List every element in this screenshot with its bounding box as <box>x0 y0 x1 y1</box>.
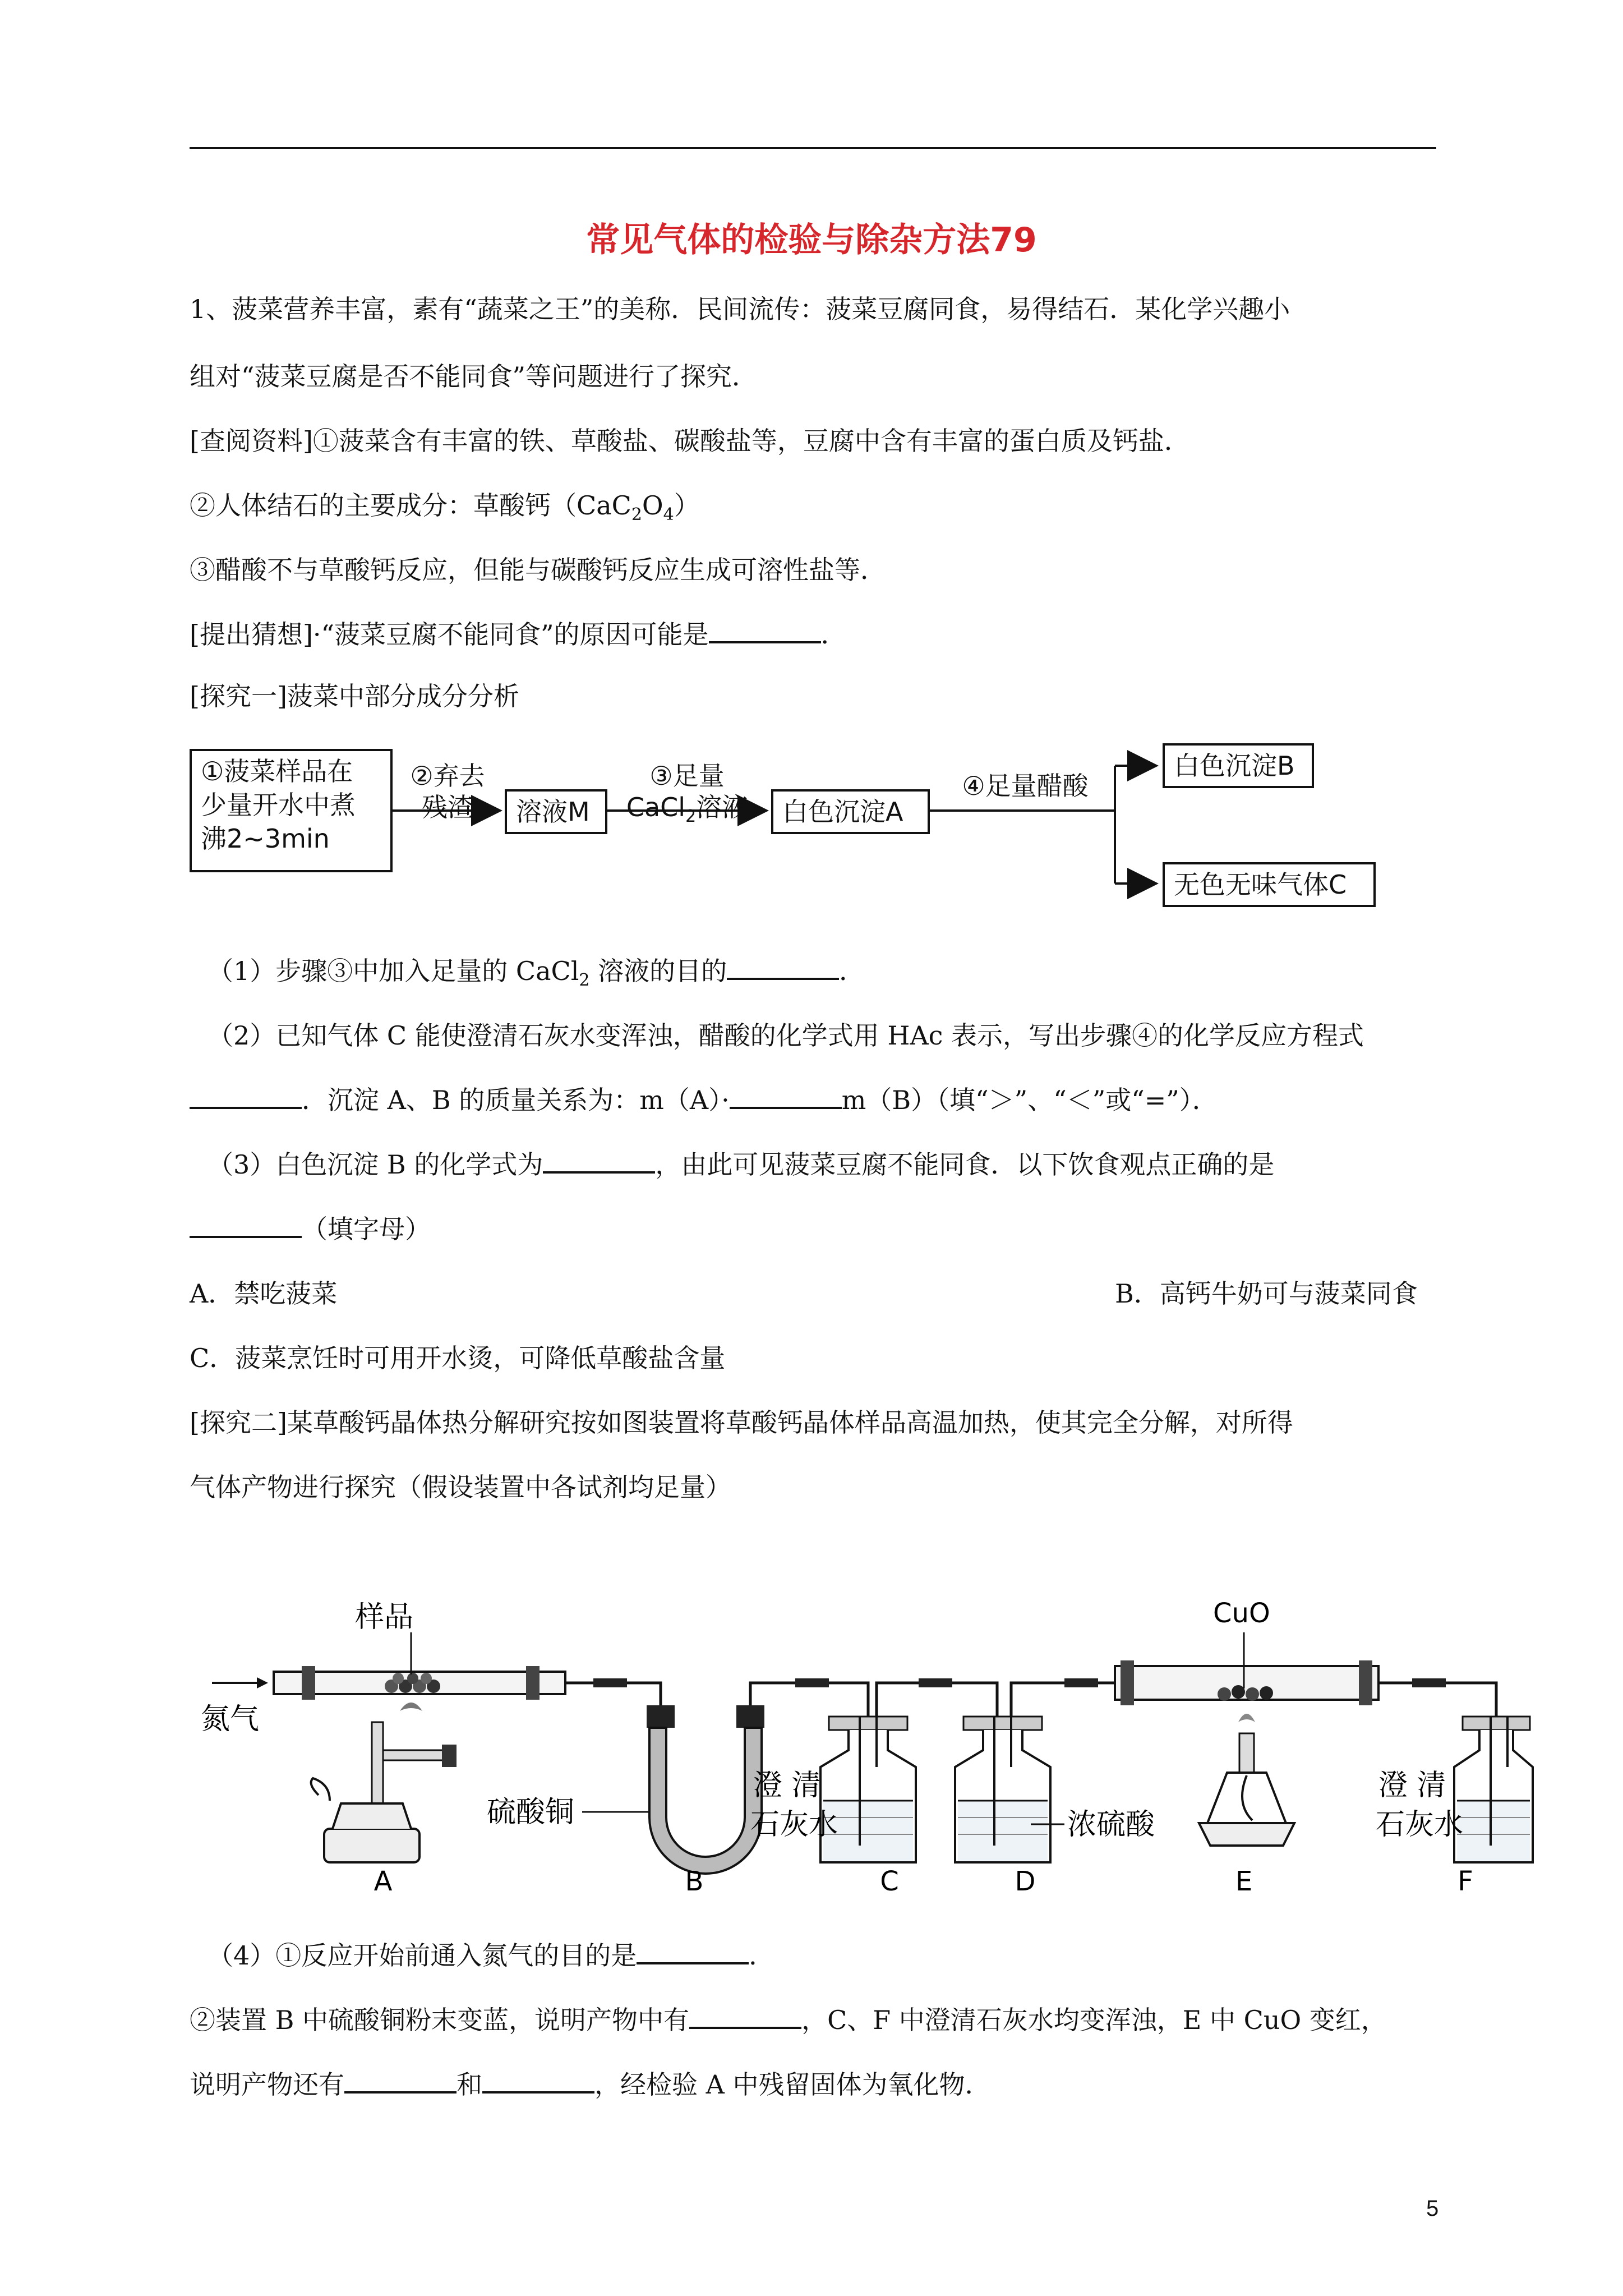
reference-line2: ②人体结石的主要成分：草酸钙$(CaC_2O_4)$ <box>190 490 700 525</box>
flow-box-precipitate-a: 白色沉淀A <box>771 789 930 834</box>
reference-line1: [查阅资料]①菠菜含有丰富的铁、草酸盐、碳酸盐等，豆腐中含有丰富的蛋白质及钙盐． <box>190 426 1190 456</box>
limewater-c-label-1: 澄 清 <box>753 1769 821 1802</box>
nitrogen-label: 氮气 <box>201 1703 260 1736</box>
apparatus-diagram <box>190 1582 1536 1896</box>
answer-blank[interactable] <box>689 2004 801 2029</box>
device-label-e: E <box>1235 1866 1253 1896</box>
answer-blank[interactable] <box>482 2069 594 2093</box>
answer-blank[interactable] <box>637 1940 749 1964</box>
device-label-a: A <box>374 1866 393 1896</box>
option-a: A．禁吃菠菜 <box>190 1278 338 1309</box>
cuo-label: CuO <box>1213 1598 1270 1629</box>
flow-box-gas-c: 无色无味气体C <box>1163 862 1376 907</box>
subq3-line1: （3）白色沉淀 B 的化学式为 ，由此可见菠菜豆腐不能同食．以下饮食观点正确的是 <box>208 1149 1275 1180</box>
answer-blank[interactable] <box>190 1213 302 1238</box>
device-label-d: D <box>1015 1866 1036 1896</box>
flow-step4-label: ④足量醋酸 <box>962 771 1089 801</box>
q1-intro-line1: 1、菠菜营养丰富，素有“蔬菜之王”的美称．民间流传：菠菜豆腐同食，易得结石．某化学兴趣小 <box>190 294 1290 324</box>
explore2-line1: [探究二]某草酸钙晶体热分解研究按如图装置将草酸钙晶体样品高温加热，使其完全分解，对所得 <box>190 1407 1293 1438</box>
limewater-c-label-2: 石灰水 <box>750 1808 838 1842</box>
flow-box-precipitate-b: 白色沉淀B <box>1163 743 1314 788</box>
flow-box-sample: ①菠菜样品在 少量开水中煮 沸2~3min <box>190 749 393 872</box>
option-b: B．高钙牛奶可与菠菜同食 <box>1115 1278 1418 1309</box>
burner-base <box>324 1829 419 1862</box>
answer-blank[interactable] <box>190 1084 302 1109</box>
answer-blank[interactable] <box>709 619 821 643</box>
explore1-heading: [探究一]菠菜中部分成分分析 <box>190 681 519 711</box>
sample-label: 样品 <box>355 1600 414 1634</box>
option-c: C．菠菜烹饪时可用开水烫，可降低草酸盐含量 <box>190 1343 726 1373</box>
limewater-f-label-1: 澄 清 <box>1378 1769 1446 1802</box>
flowchart <box>190 743 1436 945</box>
subq4-line3: 说明产物还有 和 ，经检验 A 中残留固体为氧化物． <box>190 2069 991 2100</box>
subq4-line1: （4）①反应开始前通入氮气的目的是 ． <box>208 1940 775 1971</box>
answer-blank[interactable] <box>727 955 839 980</box>
page-number: 5 <box>1426 2196 1439 2221</box>
answer-blank[interactable] <box>543 1149 655 1174</box>
answer-blank[interactable] <box>344 2069 457 2093</box>
explore2-line2: 气体产物进行探究（假设装置中各试剂均足量） <box>190 1472 731 1502</box>
device-label-f: F <box>1458 1866 1473 1896</box>
subq2-line2: ．沉淀 A、B 的质量关系为：m（A）· m（B）（填“＞”、“＜”或“=”）． <box>190 1083 1436 1117</box>
u-tube-b <box>649 1728 762 1874</box>
device-label-c: C <box>880 1866 899 1896</box>
limewater-f-label-2: 石灰水 <box>1376 1808 1464 1842</box>
cuso4-label: 硫酸铜 <box>487 1796 575 1829</box>
stopper-a-right <box>526 1666 540 1700</box>
q1-intro-line2: 组对“菠菜豆腐是否不能同食”等问题进行了探究． <box>190 361 758 392</box>
subq4-line2: ②装置 B 中硫酸铜粉末变蓝，说明产物中有 ，C、F 中澄清石灰水均变浑浊，E 中 CuO 变红， <box>190 2005 1387 2035</box>
flow-step2-label: ②弃去 残渣 <box>410 761 485 822</box>
answer-blank[interactable] <box>730 1084 842 1109</box>
reference-line3: ③醋酸不与草酸钙反应，但能与碳酸钙反应生成可溶性盐等． <box>190 555 886 585</box>
lamp-e <box>1207 1773 1286 1823</box>
stopper-b-right <box>736 1705 764 1728</box>
stopper-b-left <box>647 1705 675 1728</box>
subq3-line2: （填字母） <box>190 1212 1436 1246</box>
apparatus-svg <box>190 1582 1536 1896</box>
flow-step3-label: ③足量 CaCl$_2$溶液 <box>626 761 748 827</box>
subq1-line: （1）步骤③中加入足量的 CaCl$_2$ 溶液的目的 ． <box>208 956 865 991</box>
device-label-b: B <box>685 1866 704 1896</box>
header-rule <box>190 147 1436 149</box>
flow-box-solution-m: 溶液M <box>505 789 607 834</box>
stopper-a-left <box>302 1666 315 1700</box>
options-ab-line <box>190 1276 1436 1311</box>
guess-line: [提出猜想]·“菠菜豆腐不能同食”的原因可能是 ． <box>190 619 847 650</box>
page-title: 常见气体的检验与除杂方法79 <box>586 220 1037 260</box>
subq2-line1: （2）已知气体 C 能使澄清石灰水变浑浊，醋酸的化学式用 HAc 表示，写出步骤④的化学反应方程式 <box>208 1020 1364 1051</box>
h2so4-label: 浓硫酸 <box>1067 1808 1155 1842</box>
